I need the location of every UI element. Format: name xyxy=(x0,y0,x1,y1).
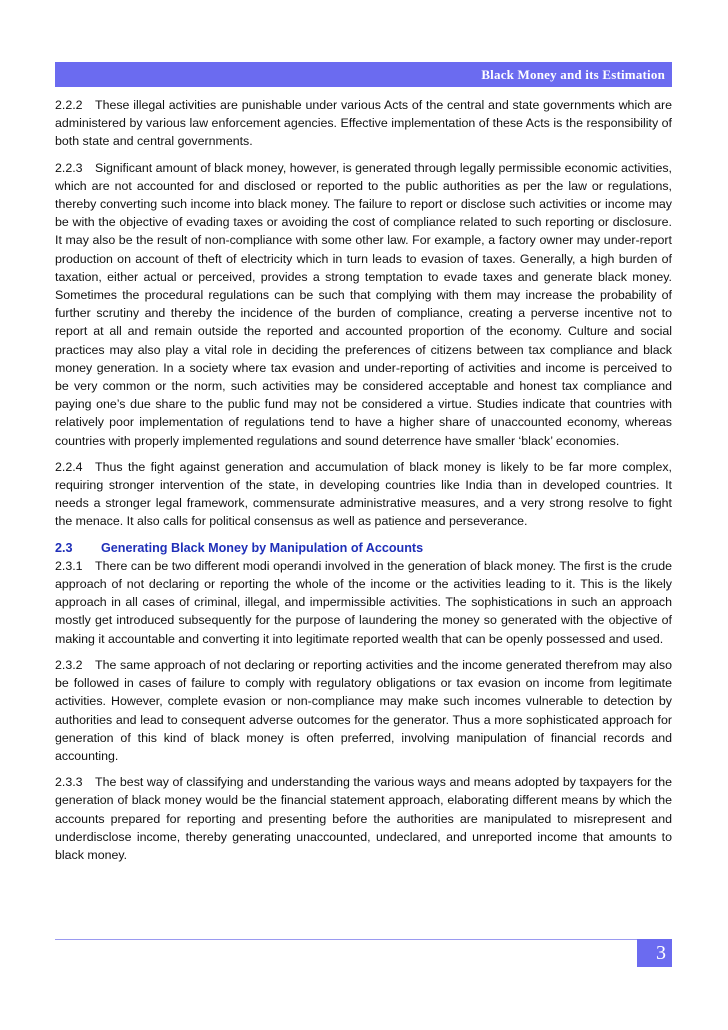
paragraph-text: The best way of classifying and understanding the various ways and means adopted by taxpayers for the generation of black money would be the financial statement approach, elaborating different means by which the accounts prepared for reporting and presenting before the authorities are manipulated to misrepresent and underdisclose income, thereby generating unaccounted, undeclared, and unreported income that amounts to black money. xyxy=(55,775,672,862)
section-heading xyxy=(55,539,672,557)
paragraph-text: These illegal activities are punishable under various Acts of the central and state governments which are administered by various law enforcement agencies. Effective implementation of these Acts is the responsibility of both state and central governments. xyxy=(55,98,672,149)
paragraph-2-3-1 xyxy=(55,557,672,648)
paragraph-2-3-3 xyxy=(55,773,672,864)
paragraph-text: There can be two different modi operandi involved in the generation of black money. The first is the crude approach of not declaring or reporting the whole of the income or the activities leading to it. This is the likely approach in all cases of criminal, illegal, and impermissible activities. The sophistications in such an approach mostly get introduced subsequently for the purpose of laundering the money so generated with the objective of making it accountable and converting it into legitimate reported wealth that can be openly possessed and used. xyxy=(55,558,672,646)
header-bar xyxy=(55,62,672,87)
section-number: 2.3 xyxy=(55,540,73,555)
paragraph-number: 2.2.4 xyxy=(55,459,83,474)
paragraph-number: 2.3.1 xyxy=(55,558,83,573)
page-number-box xyxy=(637,939,672,967)
paragraph-number: 2.2.2 xyxy=(55,98,83,112)
paragraph-number: 2.3.3 xyxy=(55,775,83,790)
paragraph-number: 2.2.3 xyxy=(55,160,83,175)
paragraph-text: The same approach of not declaring or reporting activities and the income generated therefrom may also be followed in cases of failure to comply with regulatory obligations or tax evasion on income from legitimate activities. However, complete evasion or non-compliance may make such incomes vulnerable to detection by authorities and lead to consequent adverse outcomes for the generator. Thus a more sophisticated approach for generation of this kind of black money is often preferred, involving manipulation of financial records and accounting. xyxy=(55,657,672,763)
page-number: 3 xyxy=(656,942,666,964)
paragraph-text: Significant amount of black money, however, is generated through legally permissible economic activities, which are not accounted for and disclosed or reported to the public authorities as per the law or regulations, thereby converting such income into black money. The failure to report or disclose such activities or income may be with the objective of evading taxes or avoiding the cost of compliance related to such reporting or disclosure. It may also be the result of non-compliance with some other law. For example, a factory owner may under-report production on account of theft of electricity which in turn leads to evasion of taxes. Generally, a high burden of taxation, either actual or perceived, provides a strong temptation to evade taxes and generate black money. Sometimes the procedural regulations can be such that complying with them may increase the probability of further scrutiny and thereby the incidence of the burden of compliance, creating a perverse incentive not to report at all and remain outside the reported and accounted proportion of the economy. Culture and social practices may also play a vital role in deciding the preferences of citizens between tax compliance and black money generation. In a society where tax evasion and under-reporting of activities and income is perceived to be very common or the norm, such activities may be considered acceptable and honest tax compliance and paying one’s due share to the public fund may not be considered a virtue. Studies indicate that countries with relatively poor implementation of regulations tend to have a higher share of unaccounted economy, whereas countries with properly implemented regulations and sound deterrence have smaller ‘black’ economies. xyxy=(55,160,672,448)
paragraph-number: 2.3.2 xyxy=(55,657,83,672)
page-content xyxy=(55,96,672,872)
paragraph-2-3-2 xyxy=(55,656,672,765)
paragraph-2-2-4 xyxy=(55,458,672,531)
paragraph-2-2-2 xyxy=(55,96,672,151)
running-header-title: Black Money and its Estimation xyxy=(481,67,665,82)
footer-divider xyxy=(55,939,672,940)
section-title: Generating Black Money by Manipulation of Accounts xyxy=(101,540,424,555)
paragraph-text: Thus the fight against generation and accumulation of black money is likely to be far more complex, requiring stronger intervention of the state, in developing countries like India than in developed countries. It needs a stronger legal framework, commensurate administrative measures, and a very strong resolve to fight the menace. It also calls for political consensus as well as patience and perseverance. xyxy=(55,459,672,529)
paragraph-2-2-3 xyxy=(55,159,672,450)
